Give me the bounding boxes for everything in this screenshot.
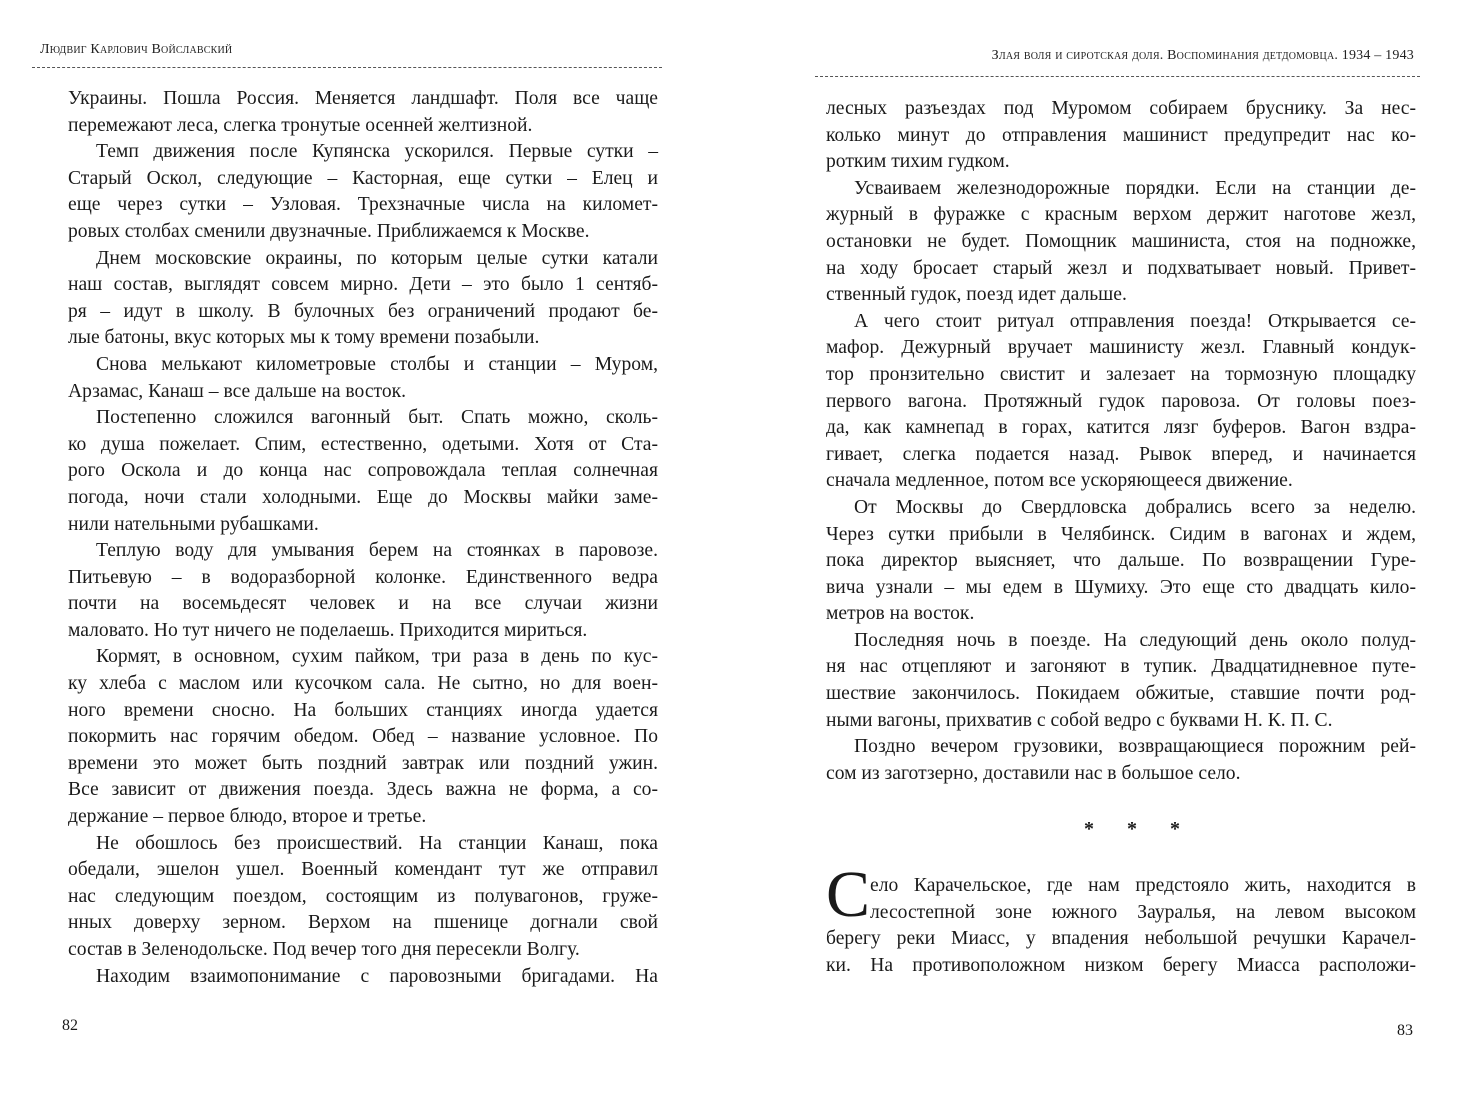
text-line: ровых столбах сменили двузначные. Приближаемся к Москве.	[68, 220, 590, 242]
running-head-title: Злая воля и сиротская доля. Воспоминания детдомовца. 1934 – 1943	[991, 48, 1414, 63]
text-line: ря – идут в школу. В булочных без ограничений продают бе-	[68, 300, 658, 322]
text-line: маловато. Но тут ничего не поделаешь. Приходится мириться.	[68, 619, 588, 641]
running-head-author: Людвиг Карлович Войславский	[40, 42, 233, 57]
text-line: перемежают леса, слегка тронутые осенней желтизной.	[68, 114, 533, 136]
text-line: ки. На противоположном низком берегу Миасса расположи-	[826, 954, 1416, 976]
text-line: ными вагоны, прихватив с собой ведро с буквами Н. К. П. С.	[826, 709, 1333, 731]
text-line: Днем московские окраины, по которым целые сутки катали	[96, 247, 658, 269]
text-line: мафор. Дежурный вручает машинисту жезл. Главный кондук-	[826, 337, 1416, 359]
text-line: обедали, эшелон ушел. Военный комендант тут же отправил	[68, 859, 658, 881]
text-line: нас следующим поездом, состоящим из полувагонов, груже-	[68, 885, 658, 907]
text-line: Старый Оскол, следующие – Касторная, еще сутки – Елец и	[68, 167, 658, 189]
text-line: ственный гудок, поезд идет дальше.	[826, 284, 1127, 306]
text-line: ного времени сносно. На больших станциях иногда удается	[68, 699, 658, 721]
text-line: держание – первое блюдо, второе и третье.	[68, 806, 427, 828]
text-line: Не обошлось без происшествий. На станции Канаш, пока	[96, 832, 658, 854]
text-line: лесостепной зоне южного Зауралья, на левом высоком	[870, 901, 1416, 923]
text-line: рого Оскола и до конца нас сопровождала теплая солнечная	[68, 460, 658, 482]
text-line: тор пронзительно свистит и залезает на тормозную площадку	[826, 363, 1416, 385]
text-line: ку хлеба с маслом или кусочком сала. Не сытно, но для воен-	[68, 673, 658, 695]
text-line: Через сутки прибыли в Челябинск. Сидим в вагонах и ждем,	[826, 523, 1416, 545]
text-line: Все зависит от движения поезда. Здесь важна не форма, а со-	[68, 779, 658, 801]
text-line: Постепенно сложился вагонный быт. Спать можно, сколь-	[96, 407, 658, 429]
page-number: 83	[1397, 1022, 1413, 1039]
text-line: еще через сутки – Узловая. Трехзначные числа на километ-	[68, 194, 658, 216]
text-line: гивает, слегка подается назад. Рывок вперед, и начинается	[826, 443, 1416, 465]
text-line: Темп движения после Купянска ускорился. Первые сутки –	[96, 141, 658, 163]
drop-cap: С	[826, 858, 871, 931]
text-line: А чего стоит ритуал отправления поезда! Открывается се-	[854, 310, 1416, 332]
right-page-text	[826, 96, 1416, 787]
right-page	[738, 0, 1476, 1098]
section-text	[826, 873, 1416, 979]
text-line: шествие закончилось. Покидаем обжитые, ставшие почти род-	[826, 683, 1416, 705]
text-line: времени это может быть поздний завтрак или поздний ужин.	[68, 752, 658, 774]
text-line: первого вагона. Протяжный гудок паровоза. От головы поез-	[826, 390, 1416, 412]
text-line: Питьевую – в водоразборной колонке. Единственного ведра	[68, 566, 658, 588]
header-rule	[32, 67, 662, 68]
text-line: Теплую воду для умывания берем на стоянках в паровозе.	[96, 540, 658, 562]
text-line: ко душа пожелает. Спим, естественно, одетыми. Хотя от Ста-	[68, 433, 658, 455]
text-line: вича узнали – мы едем в Шумиху. Это еще сто двадцать кило-	[826, 576, 1416, 598]
text-line: ротким тихим гудком.	[826, 151, 1010, 173]
text-line: остановки не будет. Помощник машиниста, стоя на подножке,	[826, 230, 1416, 252]
left-page-text	[68, 86, 658, 990]
text-line: От Москвы до Свердловска добрались всего за неделю.	[854, 496, 1416, 518]
text-line: наш состав, выглядят совсем мирно. Дети – это было 1 сентяб-	[68, 274, 658, 296]
text-line: сом из заготзерно, доставили нас в большое село.	[826, 762, 1241, 784]
text-line: метров на восток.	[826, 603, 975, 625]
text-line: Последняя ночь в поезде. На следующий день около полуд-	[854, 629, 1416, 651]
text-line: погода, ночи стали холодными. Еще до Москвы майки заме-	[68, 486, 658, 508]
text-line: Снова мелькают километровые столбы и станции – Муром,	[96, 353, 658, 375]
text-line: нили нательными рубашками.	[68, 513, 319, 535]
text-line: пока директор выясняет, что дальше. По возвращении Гуре-	[826, 550, 1416, 572]
section-break: * * *	[1084, 818, 1194, 840]
text-line: Украины. Пошла Россия. Меняется ландшафт. Поля все чаще	[68, 88, 658, 109]
text-line: Усваиваем железнодорожные порядки. Если на станции де-	[854, 177, 1416, 199]
text-line: да, как камнепад в горах, катится лязг буферов. Вагон вздра-	[826, 417, 1416, 439]
text-line: колько минут до отправления машинист предупредит нас ко-	[826, 124, 1416, 146]
text-line: нных доверху зерном. Верхом на пшенице догнали свой	[68, 912, 658, 934]
text-line: почти на восемьдесят человек и на все случаи жизни	[68, 593, 658, 615]
text-line: Кормят, в основном, сухим пайком, три раза в день по кус-	[96, 646, 658, 668]
text-line: сначала медленное, потом все ускоряющееся движение.	[826, 470, 1293, 492]
text-line: берегу реки Миасс, у впадения небольшой речушки Карачел-	[826, 928, 1416, 950]
text-line: на ходу бросает старый жезл и подхватывает новый. Привет-	[826, 257, 1416, 279]
text-line: Находим взаимопонимание с паровозными бригадами. На	[96, 965, 658, 987]
header-rule	[815, 76, 1420, 77]
text-line: состав в Зеленодольске. Под вечер того дня пересекли Волгу.	[68, 939, 580, 960]
text-line: журный в фуражке с красным верхом держит наготове жезл,	[826, 204, 1416, 226]
text-line: покормить нас горячим обедом. Обед – название условное. По	[68, 726, 658, 748]
text-line: лесных разъездах под Муромом собираем бруснику. За нес-	[826, 98, 1416, 119]
text-line: ня нас отцепляют и загоняют в тупик. Двадцатидневное путе-	[826, 656, 1416, 678]
text-line: лые батоны, вкус которых мы к тому времени позабыли.	[68, 327, 540, 349]
page-number: 82	[62, 1017, 78, 1034]
text-line: ело Карачельское, где нам предстояло жить, находится в	[870, 875, 1416, 896]
text-line: Арзамас, Канаш – все дальше на восток.	[68, 380, 407, 402]
text-line: Поздно вечером грузовики, возвращающиеся порожним рей-	[854, 736, 1416, 758]
